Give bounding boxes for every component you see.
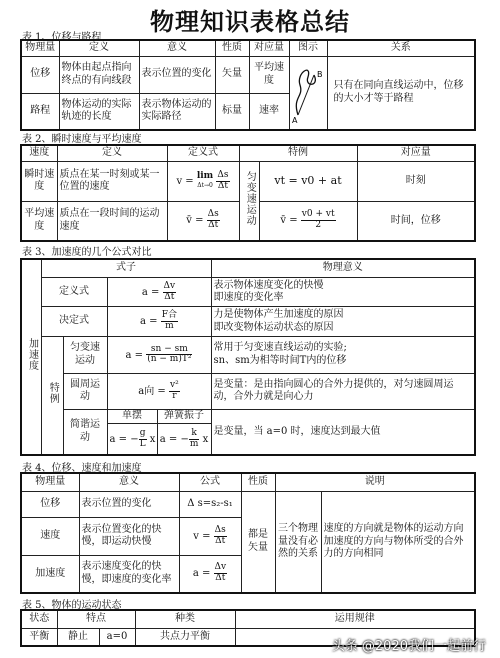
t4-header: 公式 xyxy=(179,473,241,491)
t5-state: 平衡 xyxy=(21,628,57,646)
table2-caption: 表 2、瞬时速度与平均速度 xyxy=(22,134,142,145)
path-curve-icon xyxy=(290,57,326,125)
t4-name: 位移 xyxy=(21,491,79,517)
t1-header: 对应量 xyxy=(249,40,289,56)
t3-formula xyxy=(107,424,157,455)
t1-mean: 表示位置的变化 xyxy=(139,56,215,93)
t1-header: 物理量 xyxy=(21,40,59,56)
t5-feature: 静止 xyxy=(57,628,99,646)
formula-num: Δv xyxy=(163,280,176,291)
t5-header: 特点 xyxy=(57,610,135,628)
formula-den: m xyxy=(165,321,174,332)
formula-lhs: a = xyxy=(192,568,214,580)
t3-formula xyxy=(107,307,211,336)
t4-header: 性质 xyxy=(241,473,275,491)
t1-prop: 矢量 xyxy=(215,56,249,93)
t2-name: 瞬时速度 xyxy=(21,161,57,201)
table3 xyxy=(20,258,476,456)
t2-special xyxy=(259,201,357,241)
t3-name: 定义式 xyxy=(41,278,107,307)
formula-tail: x xyxy=(149,433,156,445)
t4-note-left: 三个物理量没有必然的关系 xyxy=(275,491,321,593)
t1-corr: 速率 xyxy=(249,93,289,130)
formula-den: Δt xyxy=(215,573,226,584)
formula-den: m xyxy=(189,438,199,449)
t4-formula xyxy=(179,555,241,593)
t1-header: 定义 xyxy=(59,40,139,56)
t3-meaning: 是变量，当 a=0 时，速度达到最大值 xyxy=(211,409,475,455)
formula-den: Δt xyxy=(217,180,229,191)
t5-header: 运用规律 xyxy=(235,610,475,628)
t3-special-label: 特例 xyxy=(41,336,63,455)
table1-caption: 表 1、位移与路程 xyxy=(22,32,102,43)
t4-formula: Δ s=s₂-s₁ xyxy=(179,491,241,517)
formula-num: sn − sm xyxy=(146,345,192,356)
t4-mean: 表示位置变化的快慢，即运动快慢 xyxy=(79,517,179,555)
t4-name: 加速度 xyxy=(21,555,79,593)
t2-special: vt = v0 + at xyxy=(259,161,357,201)
t4-header: 意义 xyxy=(79,473,179,491)
t2-special-label: 匀变速运动 xyxy=(239,161,259,241)
t2-def: 质点在某一时刻或某一位置的速度 xyxy=(57,161,167,201)
formula-lim: lim xyxy=(196,171,214,181)
t1-relation: 只有在同向直线运动中，位移的大小才等于路程 xyxy=(327,56,475,130)
t3-formula xyxy=(107,278,211,307)
t5-header: 状态 xyxy=(21,610,57,628)
formula-lhs: a = xyxy=(140,316,161,328)
t2-header: 特例 xyxy=(239,145,357,161)
formula-lhs: v = xyxy=(176,175,197,187)
t1-def: 物体由起点指向终点的有向线段 xyxy=(59,56,139,93)
t3-formula xyxy=(107,336,211,374)
formula-num: g xyxy=(139,427,146,438)
special-num: v0 + vt xyxy=(301,209,335,220)
t1-name: 位移 xyxy=(21,56,59,93)
formula-num: k xyxy=(189,429,200,440)
t3-sub-label: 单摆 xyxy=(107,409,157,424)
t2-corr: 时刻 xyxy=(357,161,475,201)
t5-kind: 共点力平衡 xyxy=(135,628,235,646)
t1-corr: 平均速度 xyxy=(249,56,289,93)
t5-condition: a=0 xyxy=(99,628,135,646)
t4-note-right: 速度的方向就是物体的运动方向 加速度的方向与物体所受的合外力的方向相同 xyxy=(321,491,475,593)
t3-sub-label: 弹簧振子 xyxy=(157,409,211,424)
formula-num: Δs xyxy=(214,524,226,535)
table3-caption: 表 3、加速度的几个公式对比 xyxy=(22,247,152,258)
formula-num: v² xyxy=(170,380,179,390)
t4-mean: 表示位置的变化 xyxy=(79,491,179,517)
t3-formula xyxy=(107,374,211,409)
table4-caption: 表 4、位移、速度和加速度 xyxy=(22,463,142,474)
formula-den: Δt xyxy=(164,291,175,302)
formula-lhs: a = xyxy=(125,349,147,361)
t3-name: 简谐运动 xyxy=(63,409,107,455)
t3-name: 圆周运动 xyxy=(63,374,107,409)
t4-header: 物理量 xyxy=(21,473,79,491)
t2-def: 质点在一段时间的运动速度 xyxy=(57,201,167,241)
t4-formula xyxy=(179,517,241,555)
t3-formula xyxy=(157,424,211,455)
t2-header: 定义式 xyxy=(167,145,239,161)
t3-meaning: 是变量：是由指向圆心的合外力提供的，对匀速圆周运动，合外力就是向心力 xyxy=(211,374,475,409)
t3-name: 匀变速运动 xyxy=(63,336,107,374)
formula-sub: Δt→0 xyxy=(197,182,213,189)
t1-prop: 标量 xyxy=(215,93,249,130)
formula-lhs: a = − xyxy=(159,433,189,445)
t2-name: 平均速度 xyxy=(21,201,57,241)
t3-meaning: 力是使物体产生加速度的原因 即改变物体运动状态的原因 xyxy=(211,307,475,336)
formula-lhs: a向 = xyxy=(138,385,169,397)
formula-den: (n − m)T² xyxy=(147,354,192,365)
page-title: 物理知识表格总结 xyxy=(150,8,350,36)
formula-den: Δt xyxy=(208,220,219,231)
t4-header: 说明 xyxy=(275,473,475,491)
t1-def: 物体运动的实际轨迹的长度 xyxy=(59,93,139,130)
t3-group-label: 加速度 xyxy=(21,259,41,455)
t3-header: 物理意义 xyxy=(211,259,475,278)
table5-caption: 表 5、物体的运动状态 xyxy=(22,600,122,611)
t3-meaning: 常用于匀变速直线运动的实验; sn、sm为相等时间T内的位移 xyxy=(211,336,475,374)
formula-num: Δs xyxy=(217,169,229,180)
formula-lhs: v̄ = xyxy=(186,215,207,227)
special-lhs: v̄ = xyxy=(280,215,301,227)
path-diagram xyxy=(289,56,327,130)
table2 xyxy=(20,144,476,242)
fig-label-b: B xyxy=(317,69,323,79)
formula-tail: x xyxy=(202,433,209,445)
table4 xyxy=(20,472,476,594)
t1-mean: 表示物体运动的实际路径 xyxy=(139,93,215,130)
t2-header: 对应量 xyxy=(357,145,475,161)
formula-lhs: a = − xyxy=(109,433,139,445)
formula-num: Δv xyxy=(214,562,227,573)
fig-label-a: A xyxy=(292,115,298,125)
t1-header: 关系 xyxy=(327,40,475,56)
t1-header: 意义 xyxy=(139,40,215,56)
t2-header: 定义 xyxy=(57,145,167,161)
t1-header: 图示 xyxy=(289,40,327,56)
t5-header: 种类 xyxy=(135,610,235,628)
formula-lhs: a = xyxy=(141,286,163,298)
formula-den: Δt xyxy=(215,535,226,546)
t3-name: 决定式 xyxy=(41,307,107,336)
t1-name: 路程 xyxy=(21,93,59,130)
formula-den: r xyxy=(172,390,177,401)
table1 xyxy=(20,39,476,131)
t2-formula xyxy=(167,201,239,241)
t3-header: 式子 xyxy=(41,259,211,278)
watermark: 头条 @2020我们一起前行 xyxy=(331,639,486,654)
formula-num: Δs xyxy=(207,209,219,220)
formula-den: L xyxy=(139,438,146,449)
t2-header: 速度 xyxy=(21,145,57,161)
t2-formula xyxy=(167,161,239,201)
t4-prop: 都是矢量 xyxy=(241,491,275,593)
t2-corr: 时间，位移 xyxy=(357,201,475,241)
formula-lhs: v = xyxy=(193,530,214,542)
formula-num: F合 xyxy=(161,310,177,321)
special-den: 2 xyxy=(315,220,322,231)
t1-header: 性质 xyxy=(215,40,249,56)
t3-meaning: 表示物体速度变化的快慢 即速度的变化率 xyxy=(211,278,475,307)
t4-mean: 表示速度变化的快慢，即速度的变化率 xyxy=(79,555,179,593)
t4-name: 速度 xyxy=(21,517,79,555)
